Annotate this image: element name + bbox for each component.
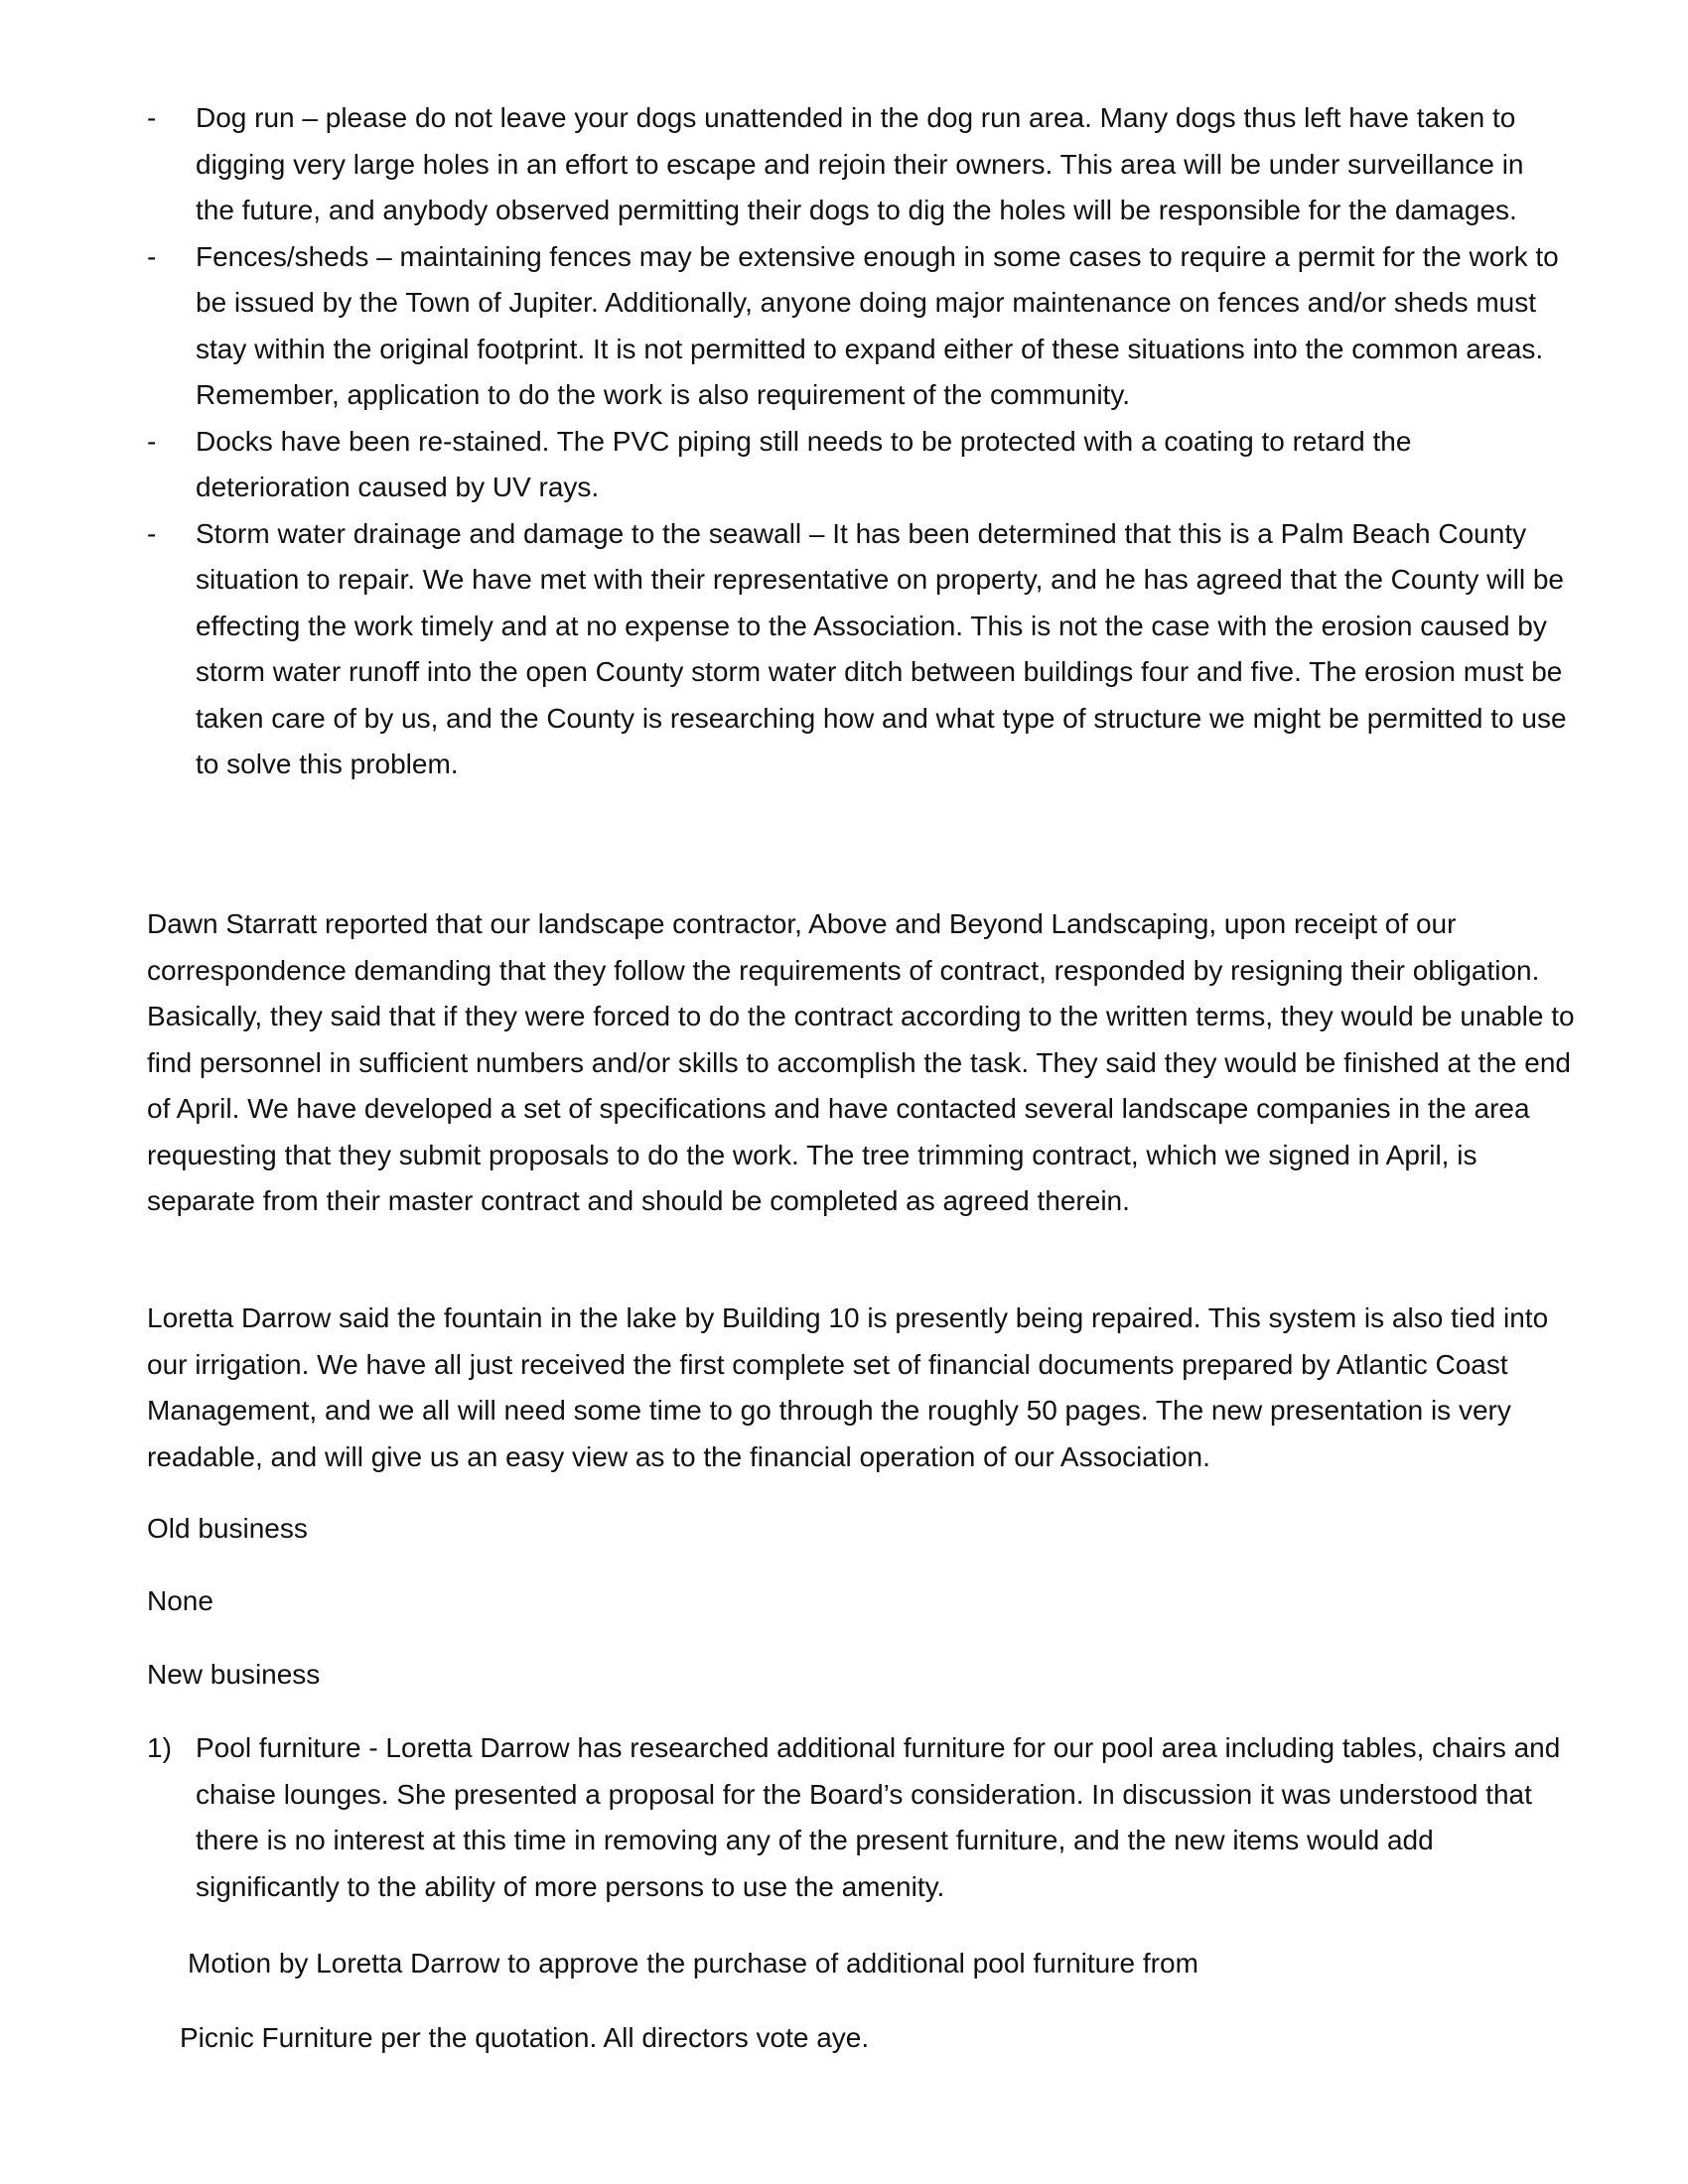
bullet-marker: -: [147, 102, 157, 133]
fountain-paragraph: Loretta Darrow said the fountain in the lake by Building 10 is presently being repaired. This system is also tied into our irrigation. We have all just received the first complete set of financial documents prepared by Atlantic Coast Management, and we all will need some time to go through the roughly 50 pages. The new presentation is very readable, and will give us an easy view as to the financial operation of our Association.: [147, 1302, 1549, 1472]
number-marker: 1): [147, 1732, 172, 1763]
new-business-heading: New business: [147, 1659, 321, 1690]
pool-furniture-text: Pool furniture - Loretta Darrow has researched additional furniture for our pool area including tables, chairs and chaise lounges. She presented a proposal for the Board’s consideration. In discussion it was understood that there is no interest at this time in removing any of the present furniture, and the new items would add significantly to the ability of more persons to use the amenity.: [196, 1732, 1561, 1902]
bullet-marker: -: [147, 240, 157, 272]
list-item: [147, 419, 1567, 511]
bullet-text-docks: Docks have been re-stained. The PVC piping still needs to be protected with a coating to retard the deterioration caused by UV rays.: [196, 425, 1412, 502]
bullet-marker: -: [147, 425, 157, 457]
list-item: [147, 1725, 1567, 1910]
none-text: None: [147, 1585, 213, 1616]
old-business-heading: Old business: [147, 1513, 308, 1544]
list-item: [147, 234, 1567, 419]
numbered-list: [147, 1725, 1567, 1910]
motion-line-1: Motion by Loretta Darrow to approve the purchase of additional pool furniture from: [188, 1948, 1198, 1979]
bullet-text-fences-sheds: Fences/sheds – maintaining fences may be extensive enough in some cases to require a permit for the work to be issued by the Town of Jupiter. Additionally, anyone doing major maintenance on fences and/or sheds must stay within the original footprint. It is not permitted to expand either of these situations into the common areas. Remember, application to do the work is also requirement of the community.: [196, 240, 1559, 410]
list-item: [147, 511, 1567, 788]
bullet-text-dog-run: Dog run – please do not leave your dogs unattended in the dog run area. Many dogs thus left have taken to digging very large holes in an effort to escape and rejoin their owners. This area will be under surveillance in the future, and anybody observed permitting their dogs to dig the holes will be responsible for the damages.: [196, 102, 1524, 225]
list-item: [147, 95, 1567, 234]
bullet-marker: -: [147, 517, 157, 549]
landscape-paragraph: Dawn Starratt reported that our landscape contractor, Above and Beyond Landscaping, upon receipt of our correspondence demanding that they follow the requirements of contract, responded by resigning their obligation. Basically, they said that if they were forced to do the contract according to the written terms, they would be unable to find personnel in sufficient numbers and/or skills to accomplish the task. They said they would be finished at the end of April. We have developed a set of specifications and have contacted several landscape companies in the area requesting that they submit proposals to do the work. The tree trimming contract, which we signed in April, is separate from their master contract and should be completed as agreed therein.: [147, 908, 1575, 1216]
bullet-text-storm-water: Storm water drainage and damage to the seawall – It has been determined that this is a Palm Beach County situation to repair. We have met with their representative on property, and he has agreed that the County will be effecting the work timely and at no expense to the Association. This is not the case with the erosion caused by storm water runoff into the open County storm water ditch between buildings four and five. The erosion must be taken care of by us, and the County is researching how and what type of structure we might be permitted to use to solve this problem.: [196, 517, 1567, 779]
motion-line-2: Picnic Furniture per the quotation. All directors vote aye.: [180, 2022, 870, 2053]
bullet-list: [147, 95, 1567, 788]
